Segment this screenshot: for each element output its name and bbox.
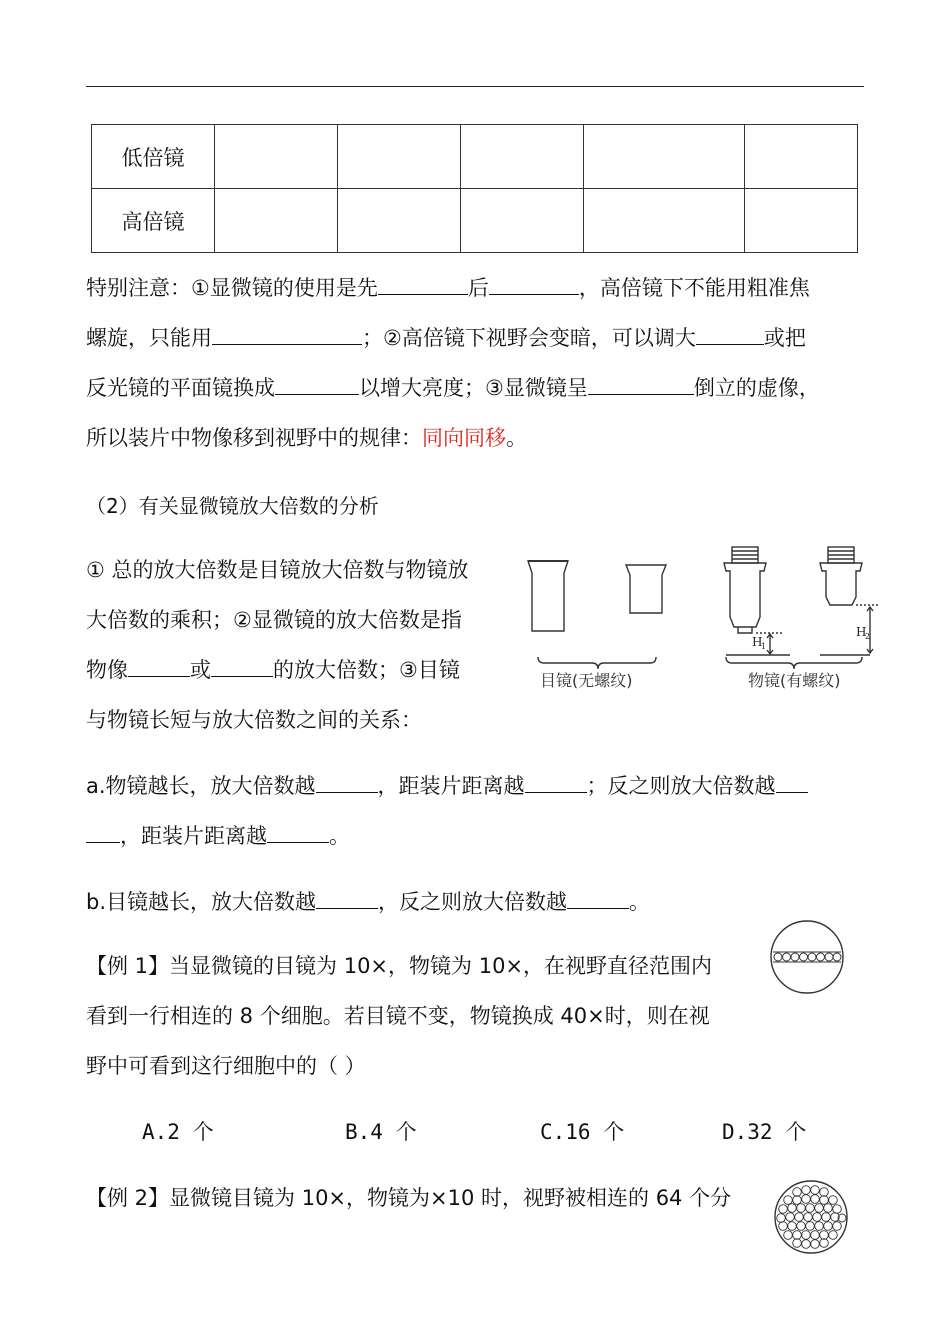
example1-line-1: 【例 1】当显微镜的目镜为 10×，物镜为 10×，在视野直径范围内 [86,954,713,978]
example1-line-3: 野中可看到这行细胞中的（ ） [86,1054,366,1078]
blank [86,822,120,843]
blank [275,374,359,395]
option-b: B.4 个 [345,1120,417,1144]
blank [212,324,362,345]
note-line-1: 特别注意：①显微镜的使用是先 后 ，高倍镜下不能用粗准焦 [86,276,810,300]
note-line-4: 所以装片中物像移到视野中的规律：同向同移。 [86,426,527,450]
blank [525,772,587,793]
blank [267,822,329,843]
blank [776,772,808,793]
note-line-3: 反光镜的平面镜换成 以增大亮度；③显微镜呈 倒立的虚像， [86,376,820,400]
option-a: A.2 个 [142,1120,214,1144]
blank [316,888,378,909]
example1-line-2: 看到一行相连的 8 个细胞。若目镜不变，物镜换成 40×时，则在视 [86,1004,710,1028]
blank [696,324,764,345]
eyepiece-short-icon [626,565,666,613]
rule-a-line-1: a.物镜越长，放大倍数越 ，距装片距离越 ；反之则放大倍数越 [86,770,808,800]
objective-caption: 物镜(有螺纹) [748,671,841,690]
blank [489,274,579,295]
svg-text:1: 1 [761,642,767,651]
table-row [92,189,858,253]
cell-field-view-icon [772,1178,850,1256]
note-line-2: 螺旋，只能用 ；②高倍镜下视野会变暗，可以调大 或把 [86,326,806,350]
highlight-rule: 同向同移 [422,426,506,450]
cell-row-view-icon [768,918,846,996]
eyepiece-long-icon [528,561,568,631]
blank [211,656,273,677]
example2-line-1: 【例 2】显微镜目镜为 10×，物镜为×10 时，视野被相连的 64 个分 [86,1186,732,1210]
blank [378,274,468,295]
para-line: 大倍数的乘积；②显微镜的放大倍数是指 [86,608,462,632]
objective-short-icon [820,547,862,605]
rule-b-line: b.目镜越长，放大倍数越 ，反之则放大倍数越 。 [86,890,651,914]
lens-figure [520,535,880,695]
blank [316,772,378,793]
blank [128,656,190,677]
eyepiece-caption: 目镜(无螺纹) [540,671,633,690]
row-label: 高倍镜 [92,189,215,253]
para-line: 与物镜长短与放大倍数之间的关系： [86,708,422,732]
row-label: 低倍镜 [92,125,215,189]
para-line: 物像 或 的放大倍数；③目镜 [86,658,460,682]
objective-long-icon [724,547,766,633]
blank [567,888,629,909]
option-c: C.16 个 [540,1120,625,1144]
h1-label: H [752,635,763,649]
svg-text:2: 2 [865,632,871,641]
section-heading: （2）有关显微镜放大倍数的分析 [86,494,379,518]
table-row [92,125,858,189]
header-rule [86,86,864,87]
para-line: ① 总的放大倍数是目镜放大倍数与物镜放 [86,558,469,582]
rule-a-line-2: ，距装片距离越 。 [86,820,350,850]
magnification-table [91,124,858,253]
option-d: D.32 个 [722,1120,807,1144]
h2-label: H [856,625,867,639]
blank [588,374,694,395]
